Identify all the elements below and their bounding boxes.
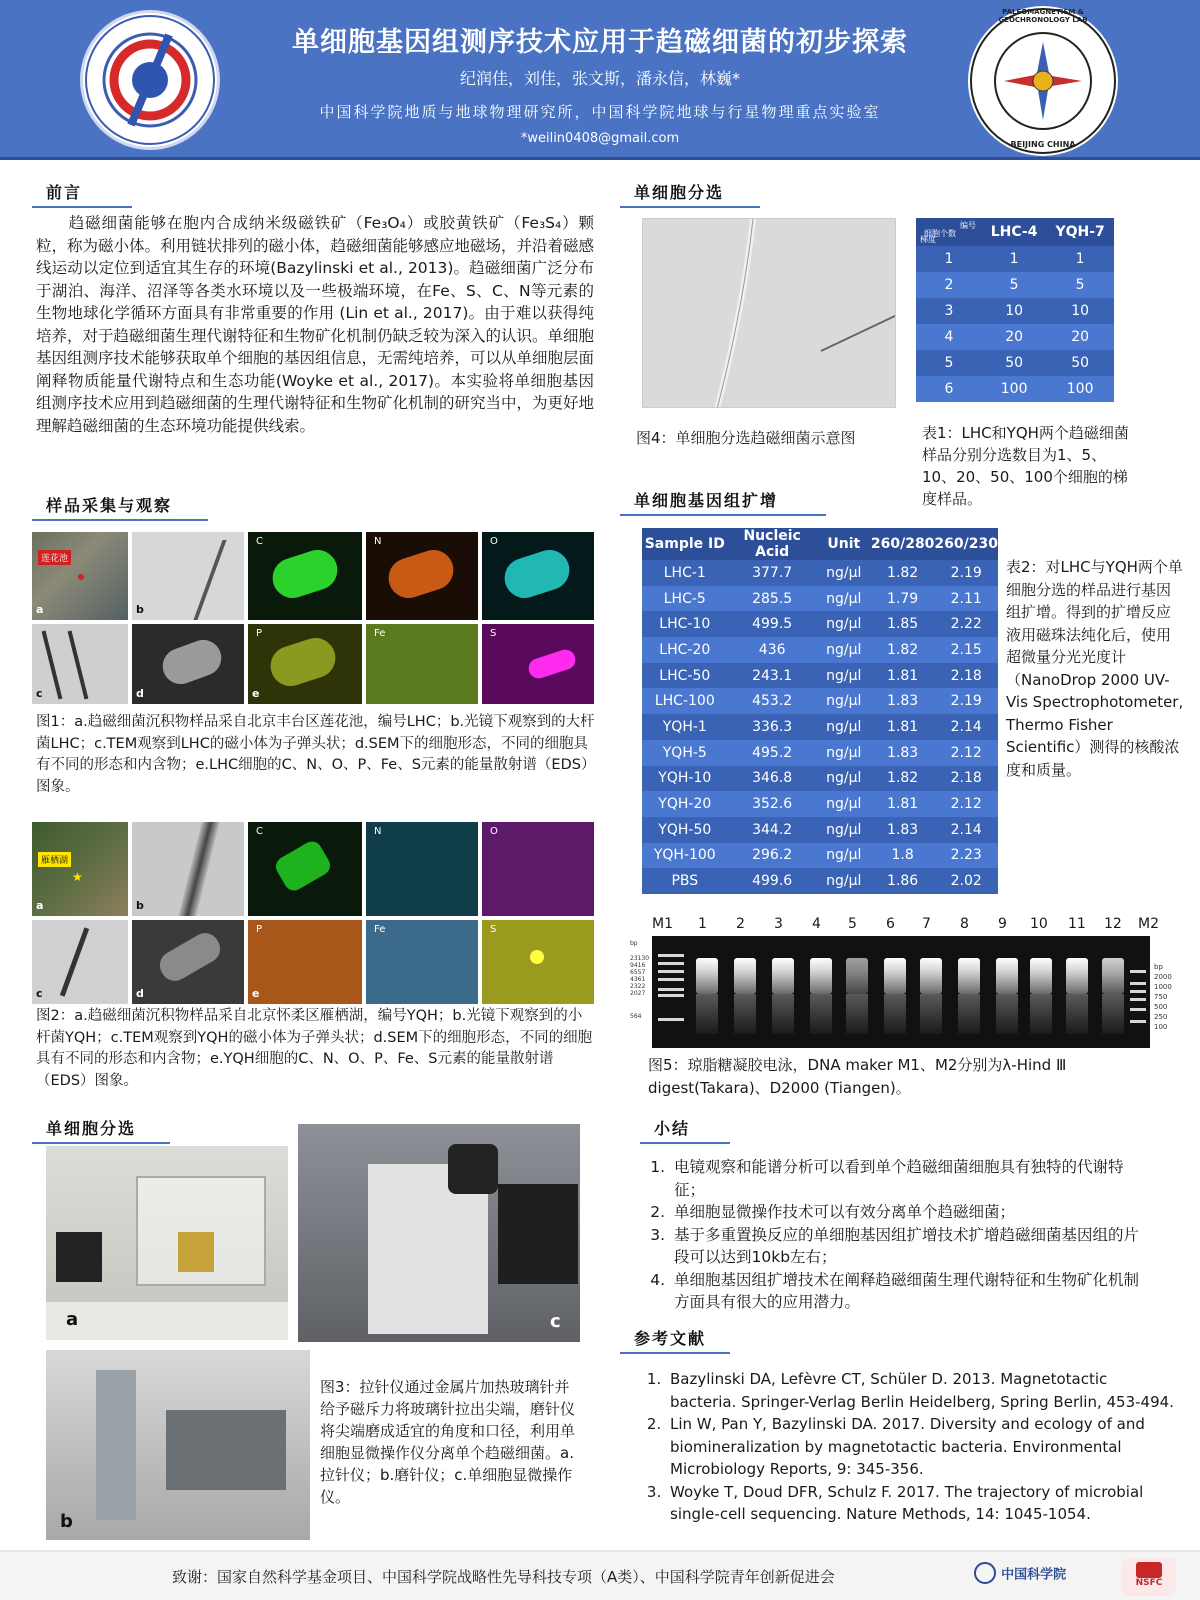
fig2-tem bbox=[32, 920, 128, 1004]
table-row: 1 1 1 bbox=[916, 246, 1114, 272]
fig2-eds-N: N bbox=[366, 822, 478, 916]
fig1-tem bbox=[32, 624, 128, 704]
fig2-eds-C: C bbox=[248, 822, 362, 916]
list-item: 4. 单细胞基因组扩增技术在阐释趋磁细菌生理代谢特征和生物矿化机制方面具有很大的应用潜力。 bbox=[670, 1269, 1148, 1314]
fig1-label-e: e bbox=[252, 687, 260, 700]
gel-left-ladder-labels: bp 23130 9416 6557 4361 2322 2027 564 bbox=[630, 940, 650, 1020]
list-item: 3. 基于多重置换反应的单细胞基因组扩增技术扩增趋磁细菌基因组的片段可以达到10kb左右； bbox=[670, 1224, 1148, 1269]
table-row: YQH-10 346.8 ng/μl 1.82 2.18 bbox=[642, 766, 998, 792]
table-row: 2 5 5 bbox=[916, 272, 1114, 298]
gel-right-ladder-labels: bp 2000 1000 750 500 250 100 bbox=[1154, 963, 1172, 1031]
fig2-eds-S: S bbox=[482, 920, 594, 1004]
fig1-site-label: 莲花池 bbox=[38, 550, 71, 565]
lab-logo-text-bottom: BEIJING CHINA bbox=[1010, 140, 1076, 149]
fig4-single-cell-micrograph bbox=[642, 218, 896, 408]
table2 bbox=[642, 528, 998, 894]
nsfc-logo: NSFC bbox=[1122, 1558, 1176, 1596]
table-row: YQH-1 336.3 ng/μl 1.81 2.14 bbox=[642, 714, 998, 740]
cas-logo: 中国科学院 bbox=[974, 1562, 1094, 1590]
table-row: 6 100 100 bbox=[916, 376, 1114, 402]
list-item: 2. Lin W, Pan Y, Bazylinski DA. 2017. Diversity and ecology of and biomineralization by magnetotactic bacteria. Environmental Microbiology Reports, 9: 345-356. bbox=[666, 1413, 1176, 1481]
fig1-label-a: a bbox=[36, 603, 44, 616]
amplify-heading: 单细胞基因组扩增 bbox=[620, 490, 826, 516]
fig1-label-c: c bbox=[36, 687, 43, 700]
fig1-light-micro bbox=[132, 532, 244, 620]
list-item: 3. Woyke T, Doud DFR, Schulz F. 2017. The trajectory of microbial single-cell sequencing. Nature Methods, 14: 1045-1054. bbox=[666, 1481, 1176, 1526]
table-row: 5 50 50 bbox=[916, 350, 1114, 376]
table1-caption: 表1：LHC和YQH两个趋磁细菌样品分别分选数目为1、5、10、20、50、100个细胞的梯度样品。 bbox=[922, 424, 1129, 508]
gel-electrophoresis-image bbox=[652, 936, 1150, 1048]
fig1-eds-O: O bbox=[482, 532, 594, 620]
affiliation: 中国科学院地质与地球物理研究所，中国科学院地球与行星物理重点实验室 bbox=[319, 103, 881, 121]
fig3-needle-grinder-photo bbox=[46, 1350, 310, 1540]
fig5-caption: 图5：琼脂糖凝胶电泳，DNA maker M1、M2分别为λ-Hind Ⅲ digest(Takara)、D2000 (Tiangen)。 bbox=[648, 1056, 1067, 1097]
fig3-needle-puller-photo bbox=[46, 1146, 288, 1340]
table1-col-header: LHC-4 bbox=[982, 218, 1046, 246]
fig2-site-label: 雁栖湖 bbox=[38, 852, 71, 867]
table-row: PBS 499.6 ng/μl 1.86 2.02 bbox=[642, 868, 998, 894]
table-row: LHC-1 377.7 ng/μl 1.82 2.19 bbox=[642, 560, 998, 586]
acknowledgement-text: 致谢：国家自然科学基金项目、中国科学院战略性先导科技专项（A类）、中国科学院青年创新促进会 bbox=[172, 1568, 835, 1586]
sorting-right-heading: 单细胞分选 bbox=[620, 182, 760, 208]
table2-caption: 表2：对LHC与YQH两个单细胞分选的样品进行基因组扩增。得到的扩增反应液用磁珠法纯化后，使用超微量分光光度计（NanoDrop 2000 UV-Vis Spectrophotometer, Thermo Fisher Scientific）测得的核酸浓度和质量。 bbox=[1006, 558, 1184, 779]
fig2-light-micro bbox=[132, 822, 244, 916]
intro-text: 趋磁细菌能够在胞内合成纳米级磁铁矿（Fe₃O₄）或胶黄铁矿（Fe₃S₄）颗粒，称为磁小体。利用链状排列的磁小体，趋磁细菌能够感应地磁场，并沿着磁感线运动以定位到适宜其生存的环境(Bazylinski et al., 2013)。趋磁细菌广泛分布于湖泊、海洋、沼泽等各类水环境以及一些极端环境，在Fe、S、C、N等元素的生物地球化学循环方面具有非常重要的作用 (Lin et al., 2017)。由于难以获得纯培养，对于趋磁细菌生理代谢特征和生物矿化机制仍缺乏较为深入的认识。单细胞基因组测序技术能够获取单个细胞的基因组信息，无需纯培养，可以从单细胞层面阐释物质能量代谢特点和生态功能(Woyke et al., 2017)。本实验将单细胞基因组测序技术应用到趋磁细菌的生理代谢特征和生物矿化机制的研究当中，为更好地理解趋磁细菌的生态环境功能提供线索。 bbox=[36, 214, 595, 435]
fig1-eds-S: S bbox=[482, 624, 594, 704]
fig1-eds-N: N bbox=[366, 532, 478, 620]
table-row: LHC-20 436 ng/μl 1.82 2.15 bbox=[642, 637, 998, 663]
table1-wrapper bbox=[916, 218, 1114, 402]
table-row: 4 20 20 bbox=[916, 324, 1114, 350]
poster-title: 单细胞基因组测序技术应用于趋磁细菌的初步探索 bbox=[292, 27, 908, 58]
acknowledgement-footer bbox=[0, 1550, 1200, 1600]
list-item: 1. Bazylinski DA, Lefèvre CT, Schüler D. 2013. Magnetotactic bacteria. Springer-Verlag Berlin Heidelberg, Spring Berlin, 453-494. bbox=[666, 1368, 1176, 1413]
fig2-map-photo bbox=[32, 822, 128, 916]
table-row: LHC-5 285.5 ng/μl 1.79 2.11 bbox=[642, 586, 998, 612]
fig3-caption: 图3：拉针仪通过金属片加热玻璃针并给予磁斥力将玻璃针拉出尖端，磨针仪将尖端磨成适宜的角度和口径，利用单细胞显微操作仪分离单个趋磁细菌。a.拉针仪；b.磨针仪；c.单细胞显微操作仪。 bbox=[320, 1378, 576, 1506]
table-row: YQH-5 495.2 ng/μl 1.83 2.12 bbox=[642, 740, 998, 766]
fig2-label-a: a bbox=[36, 899, 44, 912]
summary-list bbox=[640, 1156, 1148, 1314]
list-item: 2. 单细胞显微操作技术可以有效分离单个趋磁细菌； bbox=[670, 1201, 1148, 1224]
fig3-label-a: a bbox=[66, 1309, 79, 1330]
fig2-label-e: e bbox=[252, 987, 260, 1000]
fig2-caption: 图2：a.趋磁细菌沉积物样品采自北京怀柔区雁栖湖，编号YQH；b.光镜下观察到的小杆菌YQH；c.TEM观察到YQH的磁小体为子弹头状；d.SEM下的细胞形态，不同的细胞具有不同的形态和内含物；e.YQH细胞的C、N、O、P、Fe、S元素的能量散射谱（EDS）图象。 bbox=[36, 1008, 593, 1089]
list-item: 1. 电镜观察和能谱分析可以看到单个趋磁细菌细胞具有独特的代谢特征； bbox=[670, 1156, 1148, 1201]
fig1-sem bbox=[132, 624, 244, 704]
fig1-site-marker bbox=[78, 574, 84, 580]
lab-logo-text-top: PALEOMAGNETISM & GEOCHRONOLOGY LAB bbox=[998, 8, 1088, 24]
fig2-sem bbox=[132, 920, 244, 1004]
table1 bbox=[916, 218, 1114, 402]
fig2-eds-O: O bbox=[482, 822, 594, 916]
table-row: YQH-50 344.2 ng/μl 1.83 2.14 bbox=[642, 817, 998, 843]
table2-header-row: Sample ID Nucleic Acid Unit 260/280 260/230 bbox=[642, 528, 998, 560]
table-row: LHC-100 453.2 ng/μl 1.83 2.19 bbox=[642, 688, 998, 714]
table-row: YQH-20 352.6 ng/μl 1.81 2.12 bbox=[642, 791, 998, 817]
fig2-eds-P: P e bbox=[248, 920, 362, 1004]
fig2-site-marker: ★ bbox=[72, 870, 83, 884]
table2-wrapper bbox=[642, 528, 998, 894]
fig1-label-b: b bbox=[136, 603, 144, 616]
summary-heading: 小结 bbox=[640, 1118, 730, 1144]
fig4-caption: 图4：单细胞分选趋磁细菌示意图 bbox=[636, 429, 856, 447]
fig2-eds-Fe: Fe bbox=[366, 920, 478, 1004]
fig2-label-d: d bbox=[136, 987, 144, 1000]
fig2-label-b: b bbox=[136, 899, 144, 912]
fig1-eds-Fe: Fe bbox=[366, 624, 478, 704]
fig3-micromanipulator-photo bbox=[298, 1124, 580, 1342]
contact-email[interactable]: *weilin0408@gmail.com bbox=[520, 131, 680, 146]
gel-lane-labels: M1 1 2 3 4 5 6 7 8 9 10 11 12 M2 bbox=[652, 916, 1159, 932]
fig1-map-photo bbox=[32, 532, 128, 620]
table-row: LHC-50 243.1 ng/μl 1.81 2.18 bbox=[642, 663, 998, 689]
table1-header-row bbox=[916, 218, 1114, 246]
author-list: 纪润佳，刘佳，张文斯，潘永信，林巍* bbox=[459, 69, 740, 88]
table-row: YQH-100 296.2 ng/μl 1.8 2.23 bbox=[642, 843, 998, 869]
table-row: LHC-10 499.5 ng/μl 1.85 2.22 bbox=[642, 611, 998, 637]
fig3-label-c: c bbox=[550, 1311, 561, 1332]
references-list bbox=[636, 1368, 1176, 1526]
fig1-eds-P: P e bbox=[248, 624, 362, 704]
table1-corner: 编号 细胞个数 梯度 bbox=[916, 218, 982, 246]
fig3-label-b: b bbox=[60, 1511, 73, 1532]
fig1-caption: 图1：a.趋磁细菌沉积物样品采自北京丰台区莲花池，编号LHC；b.光镜下观察到的大杆菌LHC；c.TEM观察到LHC的磁小体为子弹头状；d.SEM下的细胞形态，不同的细胞具有不同的形态和内含物；e.LHC细胞的C、N、O、P、Fe、S元素的能量散射谱（EDS）图象。 bbox=[36, 714, 596, 795]
samples-heading: 样品采集与观察 bbox=[32, 495, 208, 521]
poster-header bbox=[0, 0, 1200, 160]
fig2-label-c: c bbox=[36, 987, 43, 1000]
references-heading: 参考文献 bbox=[620, 1328, 730, 1354]
sorting-left-heading: 单细胞分选 bbox=[32, 1118, 170, 1144]
table-row: 3 10 10 bbox=[916, 298, 1114, 324]
fig1-label-d: d bbox=[136, 687, 144, 700]
table1-col-header: YQH-7 bbox=[1046, 218, 1114, 246]
fig1-eds-C: C bbox=[248, 532, 362, 620]
paleomag-lab-logo bbox=[968, 6, 1118, 156]
intro-heading: 前言 bbox=[32, 182, 132, 208]
